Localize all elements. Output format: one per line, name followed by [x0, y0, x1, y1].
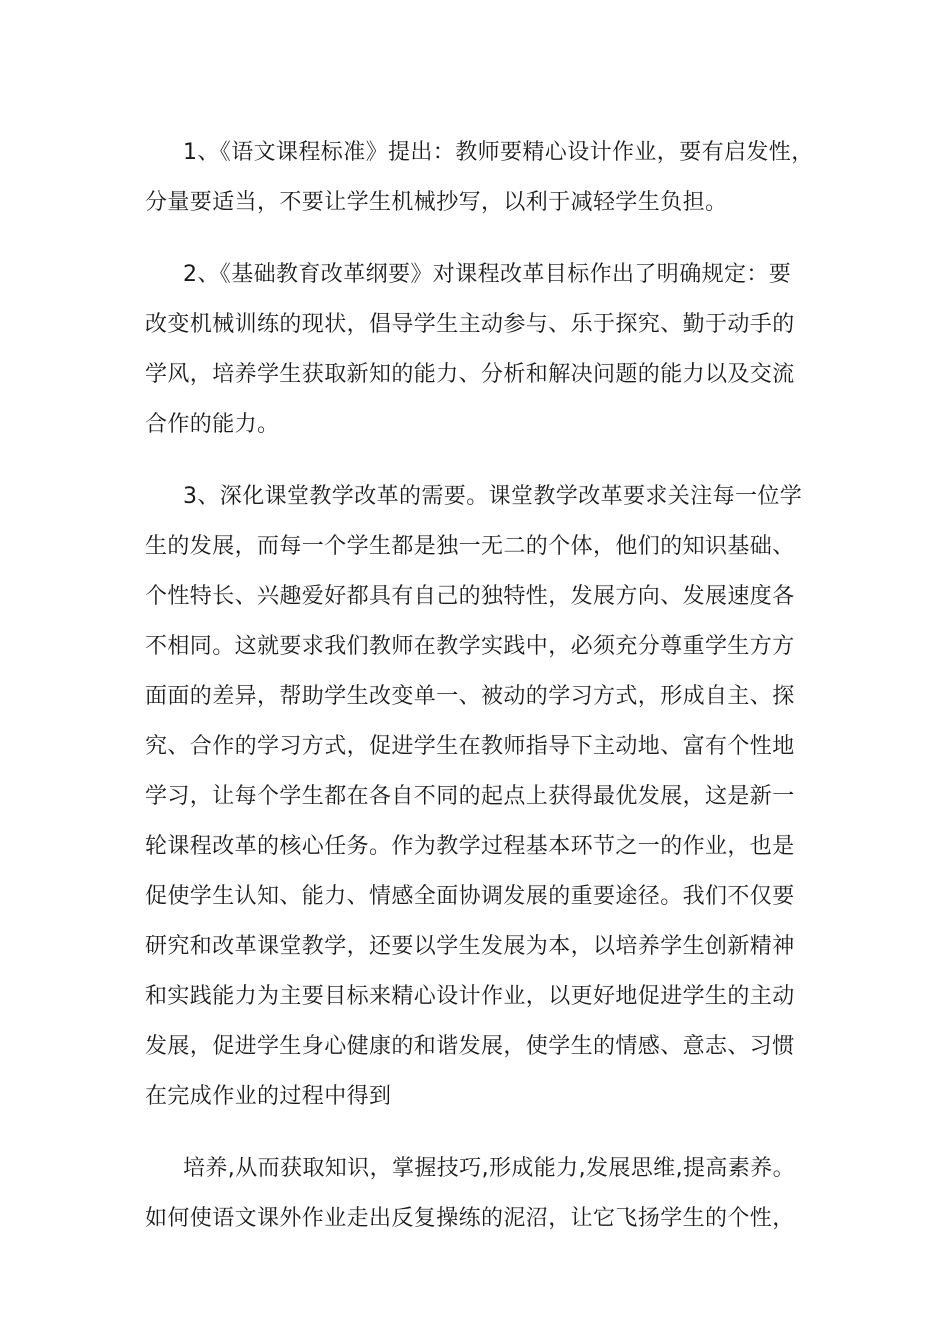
paragraph-line: 分量要适当，不要让学生机械抄写，以利于减轻学生负担。 — [145, 190, 728, 215]
paragraph-3 — [145, 472, 805, 1122]
paragraph-line: 如何使语文课外作业走出反复操练的泥沼，让它飞扬学生的个性， — [145, 1206, 795, 1231]
paragraph-line: 不相同。这就要求我们教师在教学实践中，必须充分尊重学生方方 — [145, 634, 795, 659]
paragraph-1 — [145, 128, 814, 228]
paragraph-line: 面面的差异，帮助学生改变单一、被动的学习方式，形成自主、探 — [145, 684, 795, 709]
paragraph-line: 生的发展，而每一个学生都是独一无二的个体，他们的知识基础、 — [145, 534, 795, 559]
paragraph-line: 轮课程改革的核心任务。作为教学过程基本环节之一的作业，也是 — [145, 834, 795, 859]
paragraph-line: 改变机械训练的现状，倡导学生主动参与、乐于探究、勤于动手的 — [145, 312, 795, 337]
paragraph-line: 发展，促进学生身心健康的和谐发展，使学生的情感、意志、习惯 — [145, 1034, 795, 1059]
paragraph-line: 2、《基础教育改革纲要》对课程改革目标作出了明确规定：要 — [183, 262, 792, 287]
paragraph-2 — [145, 250, 805, 450]
paragraph-line: 研究和改革课堂教学，还要以学生发展为本，以培养学生创新精神 — [145, 934, 795, 959]
paragraph-line: 个性特长、兴趣爱好都具有自己的独特性，发展方向、发展速度各 — [145, 584, 795, 609]
paragraph-line: 1、《语文课程标准》提出：教师要精心设计作业，要有启发性， — [183, 140, 814, 165]
paragraph-line: 学风，培养学生获取新知的能力、分析和解决问题的能力以及交流 — [145, 362, 795, 387]
paragraph-line: 在完成作业的过程中得到 — [145, 1084, 392, 1109]
paragraph-line: 培养,从而获取知识，掌握技巧,形成能力,发展思维,提高素养。 — [183, 1156, 795, 1181]
document-body — [145, 128, 814, 1266]
paragraph-line: 合作的能力。 — [145, 412, 280, 437]
paragraph-line: 和实践能力为主要目标来精心设计作业，以更好地促进学生的主动 — [145, 984, 795, 1009]
paragraph-4 — [145, 1144, 805, 1244]
paragraph-line: 究、合作的学习方式，促进学生在教师指导下主动地、富有个性地 — [145, 734, 795, 759]
paragraph-line: 3、深化课堂教学改革的需要。课堂教学改革要求关注每一位学 — [183, 484, 803, 509]
paragraph-line: 促使学生认知、能力、情感全面协调发展的重要途径。我们不仅要 — [145, 884, 795, 909]
paragraph-line: 学习，让每个学生都在各自不同的起点上获得最优发展，这是新一 — [145, 784, 795, 809]
